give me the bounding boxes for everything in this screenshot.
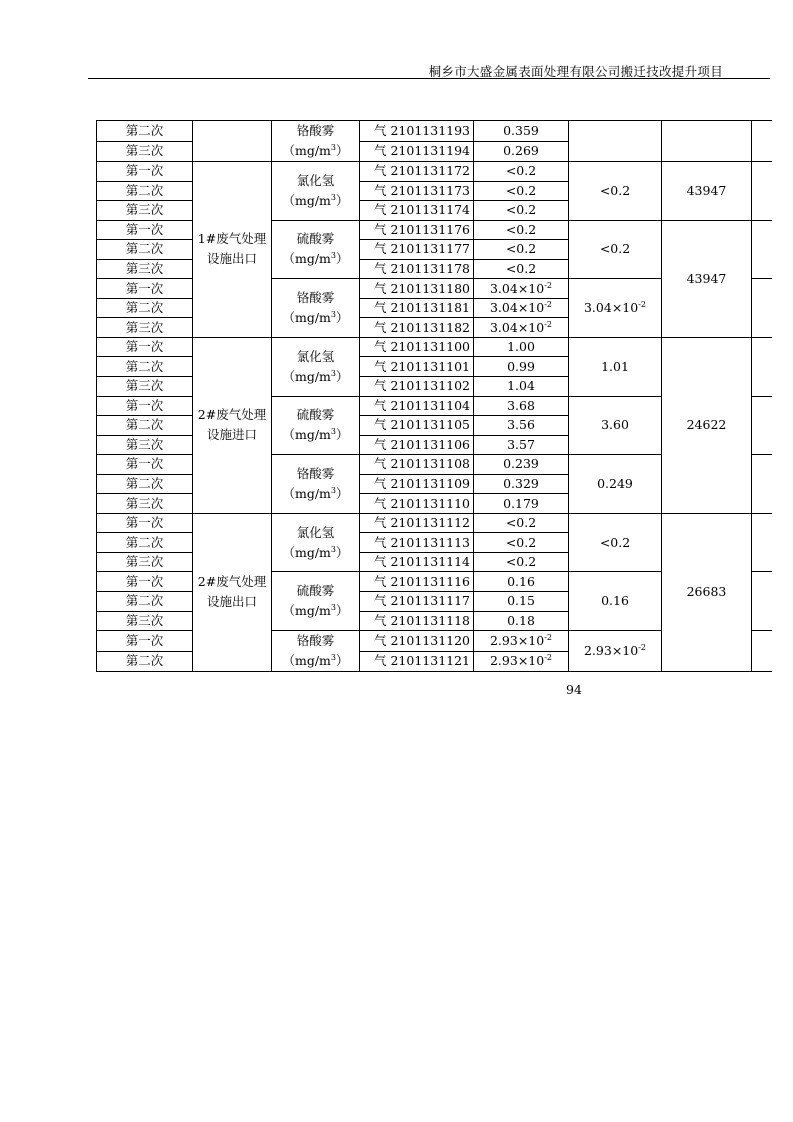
sample-value: 0.359 <box>474 121 569 142</box>
monitoring-table <box>96 120 772 672</box>
pollutant-unit: $(mg/m^3)$ <box>282 603 349 619</box>
sample-order: 第一次 <box>97 455 193 475</box>
sample-order: 第三次 <box>97 201 193 221</box>
sample-order: 第三次 <box>97 611 193 631</box>
pollutant-cell <box>272 121 360 162</box>
sample-id: 气 2101131193 <box>360 121 474 142</box>
sample-value: <0.2 <box>474 552 569 572</box>
sample-value: 0.239 <box>474 455 569 475</box>
sample-order: 第二次 <box>97 240 193 260</box>
sample-order: 第三次 <box>97 435 193 455</box>
sample-order: 第一次 <box>97 162 193 182</box>
sample-id: 气 2101131112 <box>360 513 474 533</box>
sample-value: 3.57 <box>474 435 569 455</box>
sample-id: 气 2101131117 <box>360 592 474 612</box>
sample-order: 第三次 <box>97 259 193 279</box>
page-number: 94 <box>566 682 582 697</box>
table-row <box>97 121 772 142</box>
sample-id: 气 2101131113 <box>360 533 474 553</box>
truncated-cell <box>752 279 772 338</box>
pollutant-name: 氯化氢 <box>296 524 335 540</box>
sample-value: <0.2 <box>474 220 569 240</box>
sample-value: $3.04\times 10^{-2}$ <box>474 298 569 318</box>
sample-value: 0.15 <box>474 592 569 612</box>
pollutant-unit: $(mg/m^3)$ <box>282 368 349 384</box>
pollutant-name: 铬酸雾 <box>296 290 335 306</box>
sample-value: 3.68 <box>474 396 569 416</box>
pollutant-name: 氯化氢 <box>296 348 335 364</box>
sample-value: 0.18 <box>474 611 569 631</box>
average-cell: <0.2 <box>569 220 662 279</box>
average-cell: <0.2 <box>569 513 662 572</box>
sample-value: <0.2 <box>474 259 569 279</box>
location-cell: 2#废气处理设施出口 <box>193 513 272 671</box>
sample-id: 气 2101131106 <box>360 435 474 455</box>
pollutant-unit: $(mg/m^3)$ <box>282 143 349 158</box>
location-cell: 1#废气处理设施出口 <box>193 162 272 338</box>
sample-id: 气 2101131116 <box>360 572 474 592</box>
sample-order: 第二次 <box>97 357 193 377</box>
pollutant-cell <box>272 631 360 672</box>
sample-value: <0.2 <box>474 533 569 553</box>
sample-id: 气 2101131114 <box>360 552 474 572</box>
truncated-cell <box>752 572 772 631</box>
sample-order: 第二次 <box>97 121 193 142</box>
sample-id: 气 2101131101 <box>360 357 474 377</box>
truncated-cell <box>752 121 772 162</box>
sample-id: 气 2101131194 <box>360 141 474 162</box>
sample-value: <0.2 <box>474 201 569 221</box>
sample-value: <0.2 <box>474 181 569 201</box>
sample-id: 气 2101131108 <box>360 455 474 475</box>
flow-cell: 26683 <box>662 513 752 671</box>
header-rule <box>88 78 770 79</box>
sample-id: 气 2101131172 <box>360 162 474 182</box>
sample-id: 气 2101131109 <box>360 474 474 494</box>
sample-order: 第一次 <box>97 513 193 533</box>
sample-id: 气 2101131173 <box>360 181 474 201</box>
sample-id: 气 2101131182 <box>360 318 474 338</box>
sample-value: 1.00 <box>474 337 569 357</box>
sample-id: 气 2101131176 <box>360 220 474 240</box>
pollutant-cell <box>272 396 360 455</box>
sample-order: 第一次 <box>97 572 193 592</box>
sample-order: 第二次 <box>97 416 193 436</box>
average-cell: $3.04\times 10^{-2}$ <box>569 279 662 338</box>
pollutant-cell <box>272 162 360 221</box>
pollutant-unit: $(mg/m^3)$ <box>282 427 349 443</box>
pollutant-name: 硫酸雾 <box>296 583 335 599</box>
sample-order: 第一次 <box>97 396 193 416</box>
sample-value: $3.04\times 10^{-2}$ <box>474 318 569 338</box>
pollutant-name: 氯化氢 <box>296 172 335 188</box>
sample-value: <0.2 <box>474 513 569 533</box>
sample-value: $2.93\times 10^{-2}$ <box>474 651 569 672</box>
location-cell <box>193 121 272 162</box>
sample-value: <0.2 <box>474 240 569 260</box>
sample-order: 第三次 <box>97 318 193 338</box>
sample-value: 0.179 <box>474 494 569 514</box>
sample-order: 第二次 <box>97 474 193 494</box>
pollutant-cell <box>272 279 360 338</box>
sample-value: 0.99 <box>474 357 569 377</box>
sample-order: 第三次 <box>97 494 193 514</box>
sample-order: 第一次 <box>97 220 193 240</box>
table-row <box>97 513 772 533</box>
sample-id: 气 2101131110 <box>360 494 474 514</box>
sample-order: 第二次 <box>97 298 193 318</box>
truncated-cell <box>752 513 772 572</box>
pollutant-unit: $(mg/m^3)$ <box>282 192 349 208</box>
pollutant-name: 铬酸雾 <box>296 123 335 138</box>
sample-id: 气 2101131102 <box>360 377 474 397</box>
sample-order: 第二次 <box>97 651 193 672</box>
sample-id: 气 2101131178 <box>360 259 474 279</box>
sample-value: 0.329 <box>474 474 569 494</box>
flow-cell <box>662 121 752 162</box>
table-row <box>97 162 772 182</box>
sample-order: 第二次 <box>97 592 193 612</box>
pollutant-cell <box>272 220 360 279</box>
sample-value: $2.93\times 10^{-2}$ <box>474 631 569 652</box>
pollutant-cell <box>272 337 360 396</box>
average-cell: <0.2 <box>569 162 662 221</box>
pollutant-unit: $(mg/m^3)$ <box>282 310 349 326</box>
pollutant-unit: $(mg/m^3)$ <box>282 653 349 669</box>
average-cell: 3.60 <box>569 396 662 455</box>
truncated-cell <box>752 337 772 396</box>
flow-cell: 43947 <box>662 220 752 337</box>
sample-order: 第二次 <box>97 533 193 553</box>
truncated-cell <box>752 396 772 455</box>
pollutant-cell <box>272 572 360 631</box>
sample-value: 0.269 <box>474 141 569 162</box>
truncated-cell <box>752 455 772 514</box>
average-cell: $2.93\times 10^{-2}$ <box>569 631 662 672</box>
average-cell <box>569 121 662 162</box>
sample-value: $3.04\times 10^{-2}$ <box>474 279 569 299</box>
pollutant-name: 铬酸雾 <box>296 633 335 649</box>
sample-value: 1.04 <box>474 377 569 397</box>
pollutant-unit: $(mg/m^3)$ <box>282 544 349 560</box>
truncated-cell <box>752 631 772 672</box>
sample-id: 气 2101131105 <box>360 416 474 436</box>
average-cell: 0.249 <box>569 455 662 514</box>
sample-id: 气 2101131181 <box>360 298 474 318</box>
table-row <box>97 337 772 357</box>
truncated-cell <box>752 220 772 279</box>
sample-order: 第三次 <box>97 141 193 162</box>
truncated-cell <box>752 162 772 221</box>
document-header: 桐乡市大盛金属表面处理有限公司搬迁技改提升项目 <box>428 64 723 79</box>
sample-id: 气 2101131118 <box>360 611 474 631</box>
sample-id: 气 2101131174 <box>360 201 474 221</box>
flow-cell: 24622 <box>662 337 752 513</box>
average-cell: 1.01 <box>569 337 662 396</box>
sample-order: 第一次 <box>97 279 193 299</box>
sample-order: 第一次 <box>97 337 193 357</box>
pollutant-name: 硫酸雾 <box>296 231 335 247</box>
sample-order: 第三次 <box>97 552 193 572</box>
sample-id: 气 2101131104 <box>360 396 474 416</box>
sample-id: 气 2101131100 <box>360 337 474 357</box>
sample-id: 气 2101131121 <box>360 651 474 672</box>
sample-order: 第一次 <box>97 631 193 652</box>
sample-id: 气 2101131180 <box>360 279 474 299</box>
location-cell: 2#废气处理设施进口 <box>193 337 272 513</box>
pollutant-name: 铬酸雾 <box>296 466 335 482</box>
average-cell: 0.16 <box>569 572 662 631</box>
pollutant-cell <box>272 455 360 514</box>
sample-id: 气 2101131177 <box>360 240 474 260</box>
pollutant-unit: $(mg/m^3)$ <box>282 251 349 267</box>
pollutant-unit: $(mg/m^3)$ <box>282 486 349 502</box>
pollutant-cell <box>272 513 360 572</box>
pollutant-name: 硫酸雾 <box>296 407 335 423</box>
sample-order: 第二次 <box>97 181 193 201</box>
sample-id: 气 2101131120 <box>360 631 474 652</box>
flow-cell: 43947 <box>662 162 752 221</box>
sample-value: 0.16 <box>474 572 569 592</box>
sample-value: 3.56 <box>474 416 569 436</box>
sample-value: <0.2 <box>474 162 569 182</box>
sample-order: 第三次 <box>97 377 193 397</box>
